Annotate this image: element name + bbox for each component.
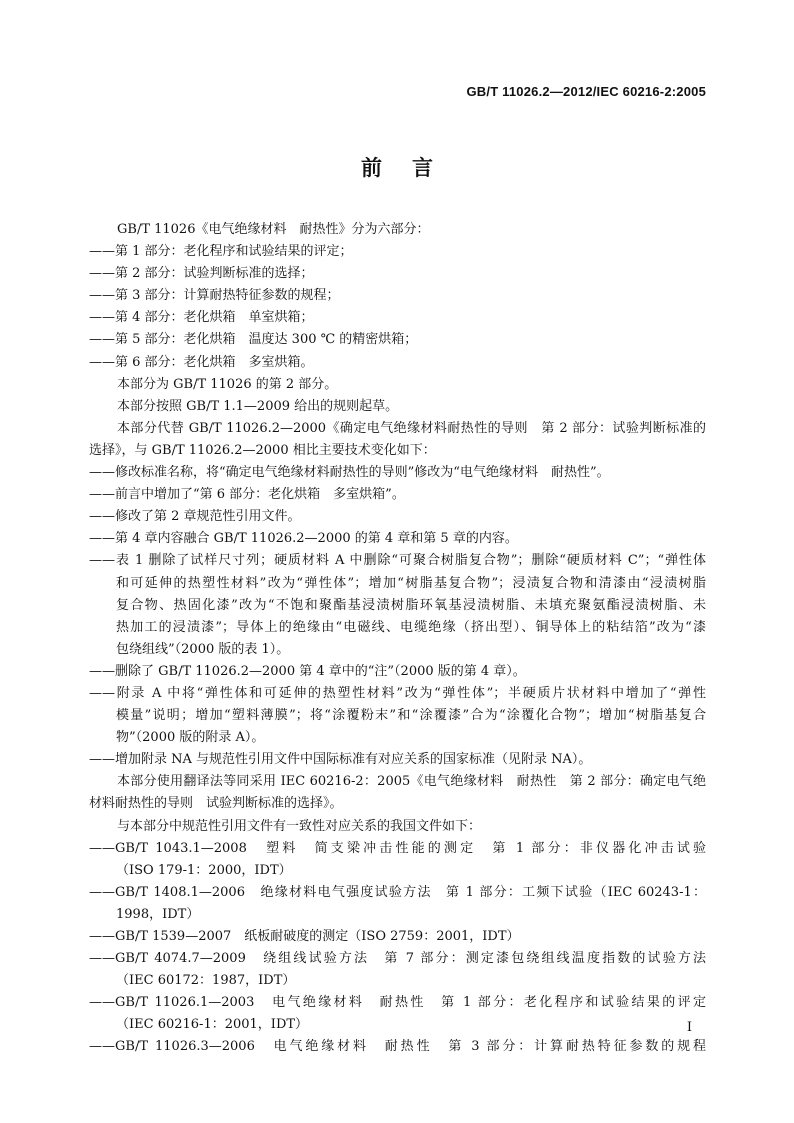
reference-item: ——GB/T 11026.3—2006 电气绝缘材料 耐热性 第 3 部分：计算耐热特征参数的规程 (89, 1039, 706, 1055)
list-item-part-1: ——第 1 部分：老化程序和试验结果的评定； (89, 244, 353, 260)
list-item-part-4: ——第 4 部分：老化烘箱 单室烘箱； (89, 310, 314, 326)
change-item: ——增加附录 NA 与规范性引用文件中国际标准有对应关系的国家标准（见附录 NA）。 (89, 752, 592, 768)
list-item-part-6: ——第 6 部分：老化烘箱 多室烘箱。 (89, 354, 314, 370)
page-title: 前言 (361, 156, 463, 180)
change-item-continuation: 模量”说明；增加“塑料薄膜”；将“涂覆粉末”和“涂覆漆”合为“涂覆化合物”；增加“树脂基复合 (116, 708, 706, 724)
change-item-continuation: 和可延伸的热塑性材料”改为“弹性体”；增加“树脂基复合物”；浸渍复合物和清漆由“浸渍树脂 (116, 575, 706, 591)
paragraph-line: 与本部分中规范性引用文件有一致性对应关系的我国文件如下： (117, 818, 482, 834)
change-item: ——第 4 章内容融合 GB/T 11026.2—2000 的第 4 章和第 5 章的内容。 (89, 531, 518, 547)
change-item: ——表 1 删除了试样尺寸列；硬质材料 A 中删除“可聚合树脂复合物”；删除“硬质材料 C”；“弹性体 (89, 553, 706, 569)
paragraph-line: 本部分代替 GB/T 11026.2—2000《确定电气绝缘材料耐热性的导则 第 2 部分：试验判断标准的 (117, 420, 706, 436)
change-item: ——删除了 GB/T 11026.2—2000 第 4 章中的“注”（2000 版的第 4 章）。 (89, 663, 526, 679)
change-item-continuation: 物”（2000 版的附录 A）。 (116, 730, 265, 746)
change-item: ——前言中增加了“第 6 部分：老化烘箱 多室烘箱”。 (89, 487, 405, 503)
paragraph-continuation: 材料耐热性的导则 试验判断标准的选择》。 (89, 796, 343, 812)
standard-number-header: GB/T 11026.2—2012/IEC 60216-2:2005 (466, 84, 706, 99)
list-item-part-3: ——第 3 部分：计算耐热特征参数的规程； (89, 288, 340, 304)
change-item-continuation: 复合物、热固化漆”改为“不饱和聚酯基浸渍树脂环氧基浸渍树脂、未填充聚氨酯浸渍树脂、未 (116, 597, 706, 613)
paragraph-continuation: 选择》，与 GB/T 11026.2—2000 相比主要技术变化如下： (89, 442, 436, 458)
paragraph-line: 本部分按照 GB/T 1.1—2009 给出的规则起草。 (117, 398, 399, 414)
reference-item-continuation: （IEC 60216-1：2001，IDT） (116, 1017, 309, 1033)
change-item: ——附录 A 中将“弹性体和可延伸的热塑性材料”改为“弹性体”；半硬质片状材料中增加了“弹性 (89, 685, 706, 701)
change-item-continuation: 热加工的浸渍漆”；导体上的绝缘由“电磁线、电缆绝缘（挤出型）、铜导体上的粘结箔”改为“漆 (116, 619, 706, 635)
paragraph-line: 本部分使用翻译法等同采用 IEC 60216-2：2005《电气绝缘材料 耐热性 第 2 部分：确定电气绝 (117, 774, 706, 790)
reference-item: ——GB/T 1043.1—2008 塑料 简支梁冲击性能的测定 第 1 部分：非仪器化冲击试验 (89, 840, 706, 856)
list-item-part-2: ——第 2 部分：试验判断标准的选择； (89, 266, 314, 282)
reference-item: ——GB/T 1539—2007 纸板耐破度的测定（ISO 2759：2001，IDT） (89, 929, 520, 944)
reference-item: ——GB/T 11026.1—2003 电气绝缘材料 耐热性 第 1 部分：老化程序和试验结果的评定 (89, 995, 706, 1011)
reference-item: ——GB/T 4074.7—2009 绕组线试验方法 第 7 部分：测定漆包绕组线温度指数的试验方法 (89, 951, 706, 967)
list-item-part-5: ——第 5 部分：老化烘箱 温度达 300 ℃ 的精密烘箱； (89, 332, 418, 348)
intro-line: GB/T 11026《电气绝缘材料 耐热性》分为六部分： (117, 222, 430, 237)
document-body (89, 219, 706, 1059)
page-number: I (686, 1020, 692, 1035)
paragraph-line: 本部分为 GB/T 11026 的第 2 部分。 (117, 376, 338, 392)
reference-item-continuation: （IEC 60172：1987，IDT） (116, 973, 296, 989)
change-item: ——修改了第 2 章规范性引用文件。 (89, 509, 301, 525)
reference-item-continuation: 1998，IDT） (116, 906, 200, 922)
reference-item-continuation: （ISO 179-1：2000，IDT） (116, 862, 292, 878)
reference-item: ——GB/T 1408.1—2006 绝缘材料电气强度试验方法 第 1 部分：工频下试验（IEC 60243-1： (89, 884, 706, 900)
change-item-continuation: 包绕组线”（2000 版的表 1）。 (116, 641, 290, 657)
change-item: ——修改标准名称，将“确定电气绝缘材料耐热性的导则”修改为“电气绝缘材料 耐热性”。 (89, 465, 610, 481)
